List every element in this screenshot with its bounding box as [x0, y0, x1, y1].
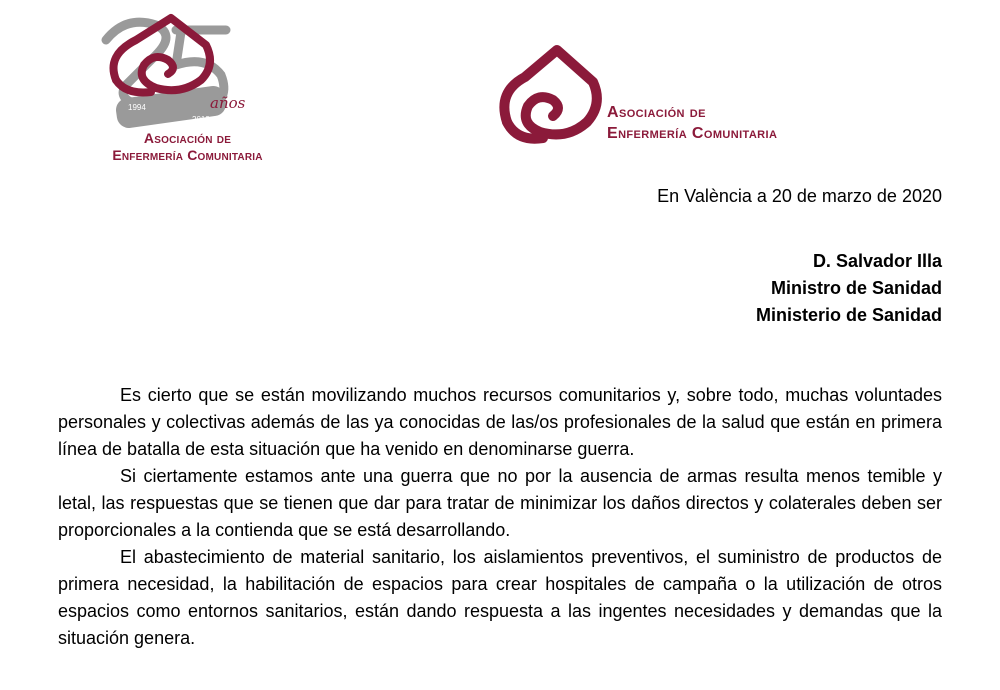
body-paragraph: Es cierto que se están movilizando muchos recursos comunitarios y, sobre todo, muchas voluntades personales y colectivas además de las ya conocidas de las/os profesionales de la salud que están en primera línea de batalla de esta situación que ha venido en denominarse guerra. [58, 385, 942, 459]
main-org-name [607, 102, 777, 144]
anniversary-emblem-icon [96, 10, 276, 130]
main-logo [495, 42, 855, 152]
anniversary-years-label: años [210, 94, 246, 112]
recipient-name: D. Salvador Illa [812, 251, 942, 271]
body-paragraph: El abastecimiento de material sanitario, los aislamientos preventivos, el suministro de productos de primera necesidad, la habilitación de espacios para crear hospitales de campaña o la utilización de otros espacios como entornos sanitarios, están dando respuesta a las ingentes necesidades y demandas que la situación genera. [58, 547, 942, 648]
recipient-title: Ministro de Sanidad [770, 278, 942, 298]
recipient-block [756, 248, 942, 329]
recipient-organization: Ministerio de Sanidad [755, 305, 942, 325]
main-org-line1: Asociación de [607, 104, 706, 121]
anniversary-logo [80, 10, 280, 163]
anniversary-year-start: 1994 [128, 103, 146, 112]
anniversary-year-end: 2019 [192, 115, 210, 124]
anniversary-org-line1: Asociación de [143, 130, 232, 146]
letter-date: En València a 20 de marzo de 2020 [657, 186, 942, 206]
anniversary-org-line2: Enfermería Comunitaria [112, 147, 263, 163]
main-org-line2: Enfermería Comunitaria [607, 125, 778, 142]
anniversary-org-name [80, 130, 295, 164]
spiral-house-icon [495, 42, 607, 152]
body-paragraph: Si ciertamente estamos ante una guerra que no por la ausencia de armas resulta menos temible y letal, las respuestas que se tienen que dar para tratar de minimizar los daños directos y colaterales deben ser proporcionales a la contienda que se está desarrollando. [58, 466, 942, 540]
letter-body [58, 382, 942, 652]
